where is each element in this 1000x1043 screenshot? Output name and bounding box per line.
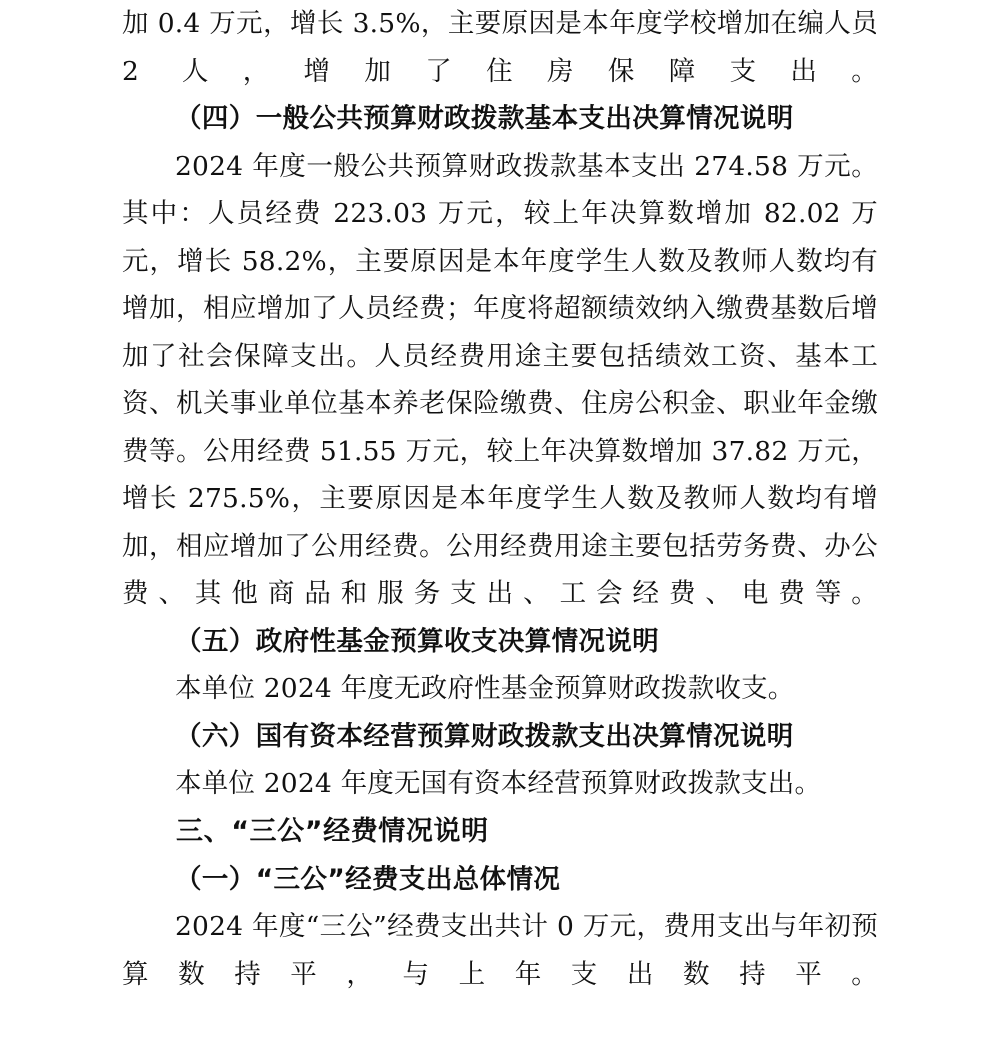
paragraph-text: 2024 年度一般公共预算财政拨款基本支出 274.58 万元。其中：人员经费 223.03 万元，较上年决算数增加 82.02 万元，增长 58.2%，主要原因是本年度学生人数及教师人数均有增加，相应增加了人员经费；年度将超额绩效纳入缴费基数后增加了社会保障支出。人员经费用途主要包括绩效工资、基本工资、机关事业单位基本养老保险缴费、住房公积金、职业年金缴费等。公用经费 51.55 万元，较上年决算数增加 37.82 万元，增长 275.5%，主要原因是本年度学生人数及教师人数均有增加，相应增加了公用经费。公用经费用途主要包括劳务费、办公费、其他商品和服务支出、工会经费、电费等。 bbox=[122, 150, 878, 609]
paragraph-state-capital bbox=[122, 760, 878, 808]
paragraph-text: 本单位 2024 年度无国有资本经营预算财政拨款支出。 bbox=[175, 768, 822, 799]
paragraph-text: 加 0.4 万元，增长 3.5%，主要原因是本年度学校增加在编人员 2 人，增加了住房保障支出。 bbox=[122, 8, 878, 87]
heading-text: （六）国有资本经营预算财政拨款支出决算情况说明 bbox=[175, 720, 794, 752]
heading-section-three-major bbox=[122, 808, 878, 856]
heading-section-three-one bbox=[122, 856, 878, 904]
heading-text: （五）政府性基金预算收支决算情况说明 bbox=[175, 625, 660, 657]
heading-text: （一）“三公”经费支出总体情况 bbox=[175, 863, 561, 895]
paragraph-three-public-expenses bbox=[122, 903, 878, 998]
heading-text: （四）一般公共预算财政拨款基本支出决算情况说明 bbox=[175, 103, 794, 134]
paragraph-text: 本单位 2024 年度无政府性基金预算财政拨款收支。 bbox=[175, 673, 795, 704]
paragraph-gov-fund bbox=[122, 665, 878, 713]
paragraph-continued-housing bbox=[122, 0, 878, 95]
heading-text: 三、“三公”经费情况说明 bbox=[176, 815, 489, 847]
heading-section-four bbox=[122, 95, 878, 143]
paragraph-text: 2024 年度“三公”经费支出共计 0 万元，费用支出与年初预算数持平，与上年支出数持平。 bbox=[122, 911, 878, 990]
heading-section-five bbox=[122, 618, 878, 666]
paragraph-basic-expenditure bbox=[122, 143, 878, 618]
heading-section-six bbox=[122, 713, 878, 761]
